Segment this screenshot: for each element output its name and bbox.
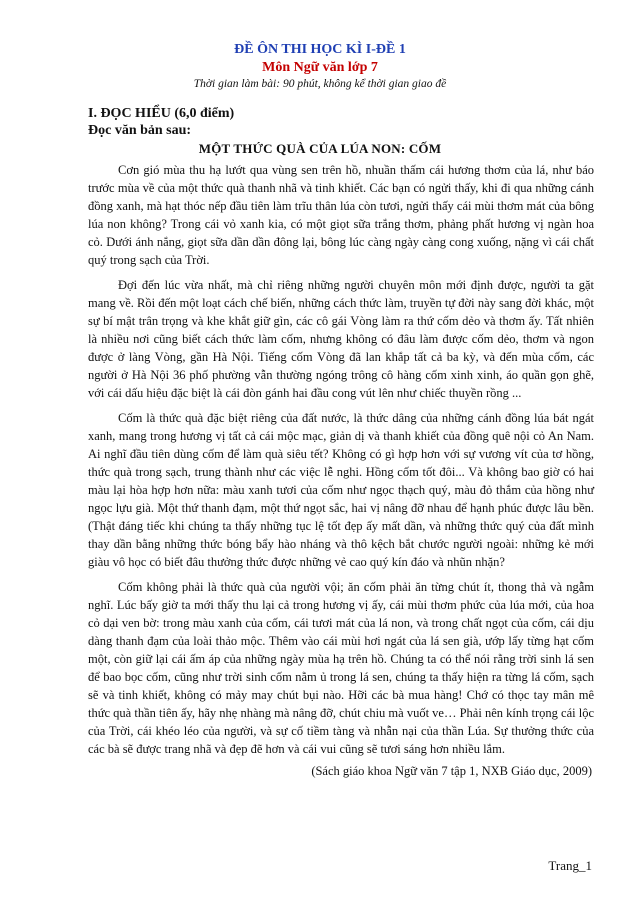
time-note: Thời gian làm bài: 90 phút, không kể thời gian giao đề (193, 78, 447, 90)
page-number: Trang_1 (548, 858, 592, 873)
passage-paragraph-4: Cốm không phải là thức quà của người vội; ăn cốm phải ăn từng chút ít, thong thả và ngẫm nghĩ. Lúc bấy giờ ta mới thấy thu lại cả trong hương vị ấy, cái mùi thơm phức của lúa mới, của hoa cỏ dại ven bờ: trong màu xanh của cốm, cái tươi mát của lá non, và trong chất ngọt của cốm, cái dịu dàng thanh đạm của loài thảo mộc. Thêm vào cái mùi hơi ngát của lá sen già, ướp lấy từng hạt cốm một, còn giữ lại cái ấm áp của những ngày mùa hạ trên hồ. Chúng ta có thể nói rằng trời sinh lá sen để bao bọc cốm, cũng như trời sinh cốm nằm ủ trong lá sen, chúng ta thấy hiện ra từng lá cốm, sạch sẽ và tinh khiết, không có mảy may chút bụi nào. Hỡi các bà mua hàng! Chớ có thọc tay mân mê thức quà thần tiên ấy, hãy nhẹ nhàng mà nâng đỡ, chút chiu mà vuốt ve… Phải nên kính trọng cái lộc của Trời, cái khéo léo của người, và sự cố tiềm tàng và nhẫn nại của thần Lúa. Sự thưởng thức của các bà sẽ được trang nhã và đẹp đẽ hơn và cái vui cũng sẽ tươi sáng hơn nhiều lắm. (88, 580, 594, 756)
section-heading: I. ĐỌC HIỂU (6,0 điểm) (88, 106, 235, 121)
passage-body (88, 161, 594, 765)
passage-paragraph-2: Đợi đến lúc vừa nhất, mà chỉ riêng những người chuyên môn mới định được, người ta gặt mang về. Rồi đến một loạt cách chế biến, những cách thức làm, truyền tự đời này sang đời khác, một sự bí mật trân trọng và khe khắt giữ gìn, các cô gái Vòng làm ra thứ cốm dẻo và thơm ấy. Tất nhiên là nhiều nơi cũng biết cách thức làm cốm, nhưng không có đâu làm được cốm dẻo, thơm và ngon được ở làng Vòng, gần Hà Nội. Tiếng cốm Vòng đã lan khắp tất cả ba kỳ, và đến mùa cốm, các người ở Hà Nội 36 phố phường vẫn thường ngóng trông cô hàng cốm xinh xinh, áo quần gọn ghẽ, với cái dấu hiệu đặc biệt là cái đòn gánh hai đầu cong vút lên như chiếc thuyền rồng ... (88, 278, 594, 400)
section-instruction: Đọc văn bản sau: (88, 123, 192, 138)
passage-paragraph-3: Cốm là thức quà đặc biệt riêng của đất nước, là thức dâng của những cánh đồng lúa bát ngát xanh, mang trong hương vị tất cả cái mộc mạc, giản dị và thanh khiết của đồng quê nội cỏ An Nam. Ai nghĩ đầu tiên dùng cốm để làm quà siêu tết? Không có gì hợp hơn với sự vương vít của tơ hồng, thức quà trong sạch, trung thành như các việc lễ nghi. Hồng cốm tốt đôi... Và không bao giờ có hai màu lại hòa hợp hơn nữa: màu xanh tươi của cốm như ngọc thạch quý, màu đỏ thắm của hồng như ngọc lựu già. Một thứ thanh đạm, một thứ ngọt sắc, hai vị nâng đỡ nhau để hạnh phúc được lâu bền. (Thật đáng tiếc khi chúng ta thấy những tục lệ tốt đẹp ấy mất dần, và những thức quý của đất mình thay dần bằng những thức bóng bẩy hào nháng và thô kệch bắt chước người ngoài: những kẻ mới giàu vô học có biết đâu thưởng thức được những vẻ cao quý kín đáo và nhũn nhặn? (88, 411, 594, 569)
subject-title: Môn Ngữ văn lớp 7 (262, 60, 378, 75)
passage-source: (Sách giáo khoa Ngữ văn 7 tập 1, NXB Giáo dục, 2009) (311, 764, 592, 778)
passage-title: MỘT THỨC QUÀ CỦA LÚA NON: CỐM (198, 141, 442, 156)
passage-paragraph-1: Cơn gió mùa thu hạ lướt qua vùng sen trên hồ, nhuần thấm cái hương thơm của lá, như báo trước mùa về của một thức quà thanh nhã và tinh khiết. Các bạn có ngửi thấy, khi đi qua những cánh đồng xanh, mà hạt thóc nếp đầu tiên làm trĩu thân lúa còn tươi, ngửi thấy cái mùi thơm mát của bông lúa non không? Trong cái vỏ xanh kia, có một giọt sữa trắng thơm, phảng phất hương vị ngàn hoa cỏ. Dưới ánh nắng, giọt sữa dần dần đông lại, bông lúc càng ngày càng cong xuống, nặng vì cái chất quý trong sạch của Trời. (88, 163, 594, 267)
exam-title: ĐỀ ÔN THI HỌC KÌ I-ĐỀ 1 (234, 42, 406, 57)
